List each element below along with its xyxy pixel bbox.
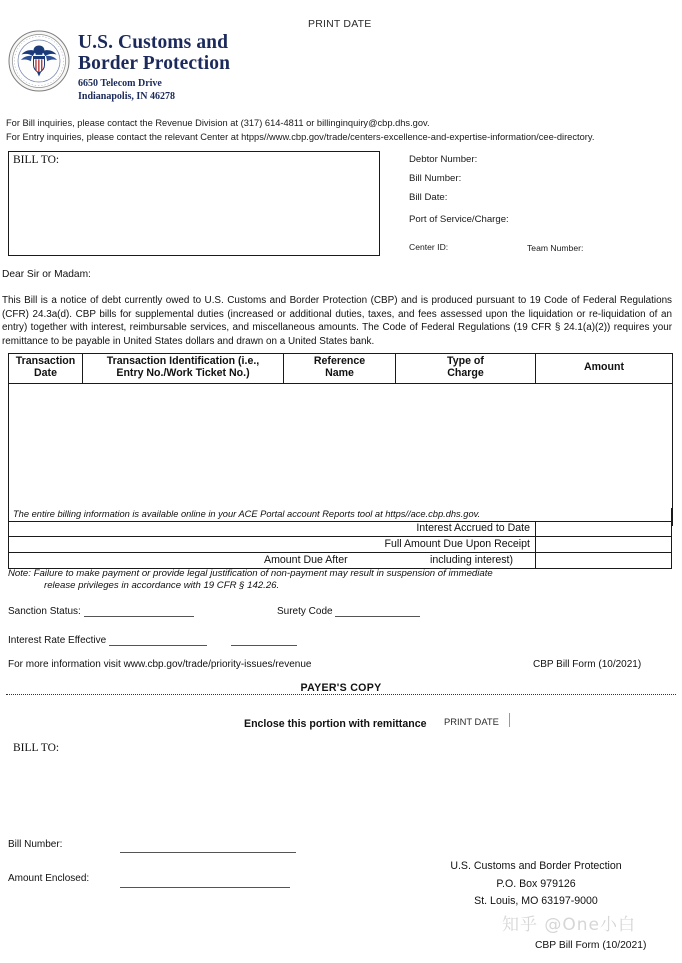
col-header-type-of-charge-l2: Charge — [447, 366, 484, 379]
col-header-amount-l1: Amount — [583, 360, 624, 373]
interest-accrued-value[interactable] — [535, 521, 672, 537]
print-date-label-top: PRINT DATE — [308, 18, 372, 30]
col-header-transaction-identification-l1: Transaction Identification (i.e., — [106, 355, 260, 367]
interest-rate-effective-label: Interest Rate Effective — [8, 635, 107, 646]
agency-name-line1: U.S. Customs and — [78, 32, 229, 53]
payment-failure-note-line2: release privileges in accordance with 19 CFR § 142.26. — [44, 580, 280, 591]
interest-rate-effective-field — [8, 634, 297, 646]
more-information-line: For more information visit www.cbp.gov/trade/priority-issues/revenue — [8, 659, 312, 670]
amount-due-after-value[interactable] — [535, 553, 672, 569]
charges-table-empty-area[interactable] — [9, 383, 673, 526]
interest-accrued-label: Interest Accrued to Date — [8, 521, 535, 537]
amount-due-after-row — [8, 553, 672, 569]
full-amount-due-value[interactable] — [535, 537, 672, 553]
print-date-label-bottom: PRINT DATE — [444, 716, 499, 727]
col-header-transaction-date-l2: Date — [34, 366, 57, 379]
interest-accrued-row — [8, 521, 672, 537]
enclose-instruction: Enclose this portion with remittance — [244, 718, 427, 730]
amount-due-after-cell — [8, 553, 535, 569]
bill-to-label: BILL TO: — [13, 154, 60, 166]
bill-number-label-payers-copy: Bill Number: — [8, 839, 63, 850]
interest-rate-effective-input[interactable] — [109, 634, 207, 646]
interest-rate-secondary-input[interactable] — [231, 634, 297, 646]
col-header-type-of-charge — [396, 354, 536, 384]
agency-address — [78, 78, 175, 103]
bill-date-label: Bill Date: — [409, 192, 448, 203]
entry-inquiries-line: For Entry inquiries, please contact the relevant Center at htpps//www.cbp.gov/trade/centers-excellence-and-expertise-information/cee-directory. — [6, 131, 595, 142]
bill-to-label-payers-copy: BILL TO: — [13, 742, 60, 754]
print-date-divider-tick — [509, 713, 510, 727]
remittance-address-line1: U.S. Customs and Border Protection — [450, 860, 622, 872]
payers-copy-title — [0, 682, 682, 694]
full-amount-due-label: Full Amount Due Upon Receipt — [8, 537, 535, 553]
ace-portal-note: The entire billing information is available online in your ACE Portal account Reports tool at https//ace.cbp.dhs.gov. — [8, 508, 672, 522]
remittance-address-line3: St. Louis, MO 63197-9000 — [474, 895, 598, 907]
col-header-transaction-date-l1: Transaction — [15, 355, 76, 367]
letter-body: This Bill is a notice of debt currently owed to U.S. Customs and Border Protection (CBP) and is produced pursuant to 19 Code of Federal Regulations (CFR) 24.3a(d). CBP bills for supplemental duties (increased or additional duties, taxes, and fees assessed upon the liquidation or re-liquidation of an entry) together with interest, reimbursable services, and miscellaneous amounts. The Code of Federal Regulations (19 CFR § 24.1(a)(2)) requires your remittance to be payable in United States dollars and drawn on a United States bank. — [2, 295, 672, 347]
center-id-label: Center ID: — [409, 242, 449, 252]
debtor-number-label: Debtor Number: — [409, 154, 478, 165]
amount-due-after-label: Amount Due After — [264, 554, 348, 566]
salutation: Dear Sir or Madam: — [2, 269, 91, 280]
col-header-reference-name-l2: Name — [325, 366, 354, 379]
col-header-transaction-identification-l2: Entry No./Work Ticket No.) — [116, 366, 250, 379]
bill-to-box[interactable] — [8, 151, 380, 256]
charges-table-header-row — [9, 354, 673, 384]
watermark-text: 知乎 @One小白 — [502, 915, 637, 935]
team-number-label: Team Number: — [527, 243, 584, 253]
col-header-reference-name-l1: Reference — [313, 355, 366, 367]
remittance-address — [400, 858, 672, 911]
form-number-top: CBP Bill Form (10/2021) — [533, 659, 642, 670]
agency-address-line1: 6650 Telecom Drive — [78, 78, 162, 89]
tear-off-divider — [6, 694, 676, 695]
payment-failure-note-line1: Note: Failure to make payment or provide legal justification of non-payment may result in suspension of immediate — [8, 568, 493, 579]
agency-address-line2: Indianapolis, IN 46278 — [78, 90, 175, 102]
payers-copy-title-text: PAYER'S COPY — [295, 682, 388, 694]
sanction-status-input[interactable] — [84, 605, 194, 617]
agency-name-line2: Border Protection — [78, 53, 231, 74]
port-of-service-label: Port of Service/Charge: — [409, 214, 509, 225]
payment-failure-note — [8, 568, 608, 592]
amount-due-after-suffix: including interest) — [430, 554, 514, 566]
col-header-type-of-charge-l1: Type of — [447, 355, 484, 367]
col-header-transaction-identification — [83, 354, 284, 384]
surety-code-label: Surety Code — [277, 606, 333, 617]
remittance-address-line2: P.O. Box 979126 — [496, 877, 576, 890]
charges-table-body-row[interactable] — [9, 383, 673, 526]
agency-name — [78, 32, 230, 74]
bill-number-input-payers-copy[interactable] — [120, 852, 296, 853]
sanction-status-label: Sanction Status: — [8, 606, 81, 617]
cbp-seal-icon — [8, 30, 70, 92]
amount-enclosed-label: Amount Enclosed: — [8, 873, 90, 884]
contact-instructions — [6, 117, 594, 144]
bill-inquiries-line: For Bill inquiries, please contact the Revenue Division at (317) 614-4811 or billinginquiry@cbp.dhs.gov. — [6, 118, 430, 128]
surety-code-field — [277, 605, 420, 617]
col-header-reference-name — [284, 354, 396, 384]
sanction-status-field — [8, 605, 194, 617]
full-amount-due-row — [8, 537, 672, 553]
form-number-bottom: CBP Bill Form (10/2021) — [535, 940, 647, 951]
col-header-amount — [536, 354, 673, 384]
charges-table — [8, 353, 673, 526]
bill-number-label: Bill Number: — [409, 173, 462, 184]
col-header-transaction-date — [9, 354, 83, 384]
amount-enclosed-input[interactable] — [120, 887, 290, 888]
surety-code-input[interactable] — [335, 605, 420, 617]
